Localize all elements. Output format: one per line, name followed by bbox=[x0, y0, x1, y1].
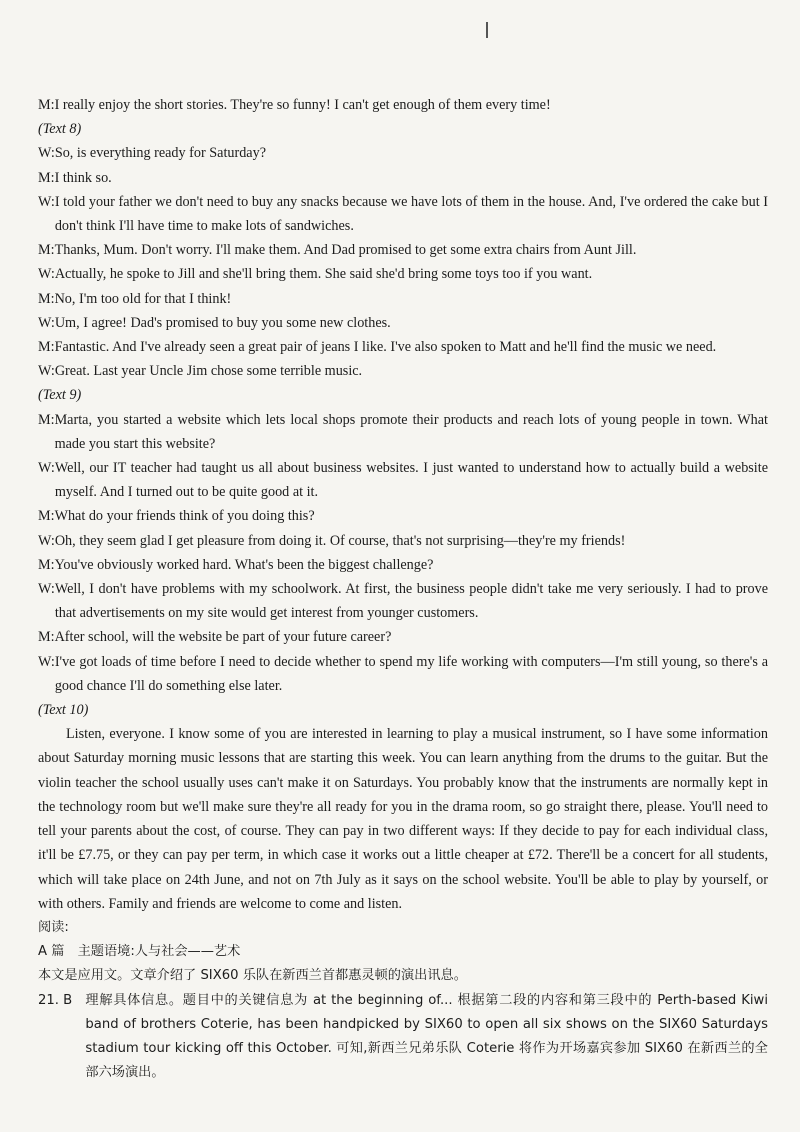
line-text: So, is everything ready for Saturday? bbox=[54, 145, 266, 162]
document-body bbox=[38, 93, 768, 1085]
section-heading: (Text 10) bbox=[38, 702, 89, 719]
speaker-label: W: bbox=[38, 145, 55, 162]
line-text: What do your friends think of you doing this? bbox=[54, 508, 315, 525]
speaker-label: W: bbox=[38, 653, 55, 670]
speaker-label: M: bbox=[38, 411, 55, 428]
speaker-label: W: bbox=[38, 460, 55, 477]
speaker-label: W: bbox=[38, 532, 55, 549]
line-text: I've got loads of time before I need to decide whether to spend my life working with computers—I'm still young, so there's a good chance I'll do something else later. bbox=[54, 653, 768, 694]
dialogue-line bbox=[38, 262, 768, 286]
dialogue-line bbox=[38, 238, 768, 262]
line-text: Oh, they seem glad I get pleasure from doing it. Of course, that's not surprising—they're my friends! bbox=[54, 532, 626, 549]
line-text: I think so. bbox=[54, 169, 112, 186]
line-text: Well, I don't have problems with my schoolwork. At first, the business people didn't take me very seriously. I had to prove that advertisements on my site would get interest from younger customers. bbox=[54, 581, 768, 622]
dialogue-line bbox=[38, 359, 768, 383]
speaker-label: M: bbox=[38, 290, 55, 307]
speaker-label: M: bbox=[38, 508, 55, 525]
line-text: Fantastic. And I've already seen a great pair of jeans I like. I've also spoken to Matt and he'll find the music we need. bbox=[54, 339, 717, 356]
dialogue-line bbox=[38, 190, 768, 238]
line-text: You've obviously worked hard. What's been the biggest challenge? bbox=[54, 556, 434, 573]
dialogue-line bbox=[38, 166, 768, 190]
line-text: 理解具体信息。题目中的关键信息为 at the beginning of... 根据第二段的内容和第三段中的 Perth-based Kiwi band of brothers Coterie, has been handpicked by SIX60 to open all six shows on the SIX60 Saturdays stadium tour kicking off this October. 可知,新西兰兄弟乐队 Coterie 将作为开场嘉宾参加 SIX60 在新西兰的全部六场演出。 bbox=[85, 992, 768, 1081]
dialogue-line bbox=[38, 553, 768, 577]
dialogue-line bbox=[38, 311, 768, 335]
line-text: I told your father we don't need to buy any snacks because we have lots of them in the house. And, I've ordered the cake but I don't think I'll have time to make lots of sandwiches. bbox=[54, 193, 768, 235]
line-text: After school, will the website be part of your future career? bbox=[54, 629, 392, 646]
dialogue-line bbox=[38, 577, 768, 625]
dialogue-line bbox=[38, 650, 768, 698]
dialogue-line bbox=[38, 141, 768, 165]
line-text: Actually, he spoke to Jill and she'll bring them. She said she'd bring some toys too if you want. bbox=[54, 266, 593, 283]
line-text: Thanks, Mum. Don't worry. I'll make them. And Dad promised to get some extra chairs from Aunt Jill. bbox=[54, 242, 637, 259]
speaker-label: M: bbox=[38, 169, 55, 186]
speaker-label: W: bbox=[38, 314, 55, 331]
section-heading: (Text 8) bbox=[38, 121, 82, 138]
dialogue-line bbox=[38, 625, 768, 649]
dialogue-line bbox=[38, 335, 768, 359]
dialogue-line bbox=[38, 504, 768, 528]
speaker-label: W: bbox=[38, 193, 55, 210]
line-text: Um, I agree! Dad's promised to buy you some new clothes. bbox=[54, 314, 391, 331]
speaker-label: M: bbox=[38, 97, 55, 113]
text-line: 本文是应用文。文章介绍了 SIX60 乐队在新西兰首都惠灵顿的演出讯息。 bbox=[38, 968, 467, 984]
speaker-label: M: bbox=[38, 339, 55, 356]
paragraph: Listen, everyone. I know some of you are interested in learning to play a musical instrument, so I have some information about Saturday morning music lessons that are starting this week. You can learn anything from the drums to the guitar. But the violin teacher the school usually uses can't make it on Saturdays. You probably know that the instruments are normally kept in the technology room but we'll make sure they're all ready for you in the drama room, so go straight there, please. You'll need to tell your parents about the cost, of course. They can pay in two different ways: If they decide to pay for each individual class, it'll be £7.75, or they can pay per term, in which case it works out a little cheaper at £72. There'll be a concert for all students, which will take place on 24th June, and not on 7th July as it says on the school website. You'll be able to play by yourself, or with others. Family and friends are welcome to come and listen. bbox=[38, 726, 768, 912]
dialogue-line bbox=[38, 529, 768, 553]
dialogue-line bbox=[38, 456, 768, 504]
speaker-label: W: bbox=[38, 266, 55, 283]
dialogue-line bbox=[38, 287, 768, 311]
speaker-label: 21. B bbox=[38, 992, 86, 1008]
speaker-label: W: bbox=[38, 581, 55, 598]
page-mark bbox=[486, 22, 488, 38]
speaker-label: M: bbox=[38, 629, 55, 646]
line-text: Well, our IT teacher had taught us all about business websites. I just wanted to understand how to actually build a website myself. And I turned out to be quite good at it. bbox=[54, 460, 768, 501]
dialogue-line bbox=[38, 408, 768, 456]
speaker-label: M: bbox=[38, 242, 55, 259]
speaker-label: W: bbox=[38, 363, 55, 380]
line-text: Great. Last year Uncle Jim chose some terrible music. bbox=[54, 363, 363, 380]
text-line: 阅读: bbox=[38, 919, 69, 935]
speaker-label: M: bbox=[38, 556, 55, 573]
text-line: A 篇 主题语境:人与社会——艺术 bbox=[38, 944, 241, 960]
line-text: I really enjoy the short stories. They're so funny! I can't get enough of them every time! bbox=[54, 97, 551, 113]
dialogue-line bbox=[38, 93, 768, 117]
section-heading: (Text 9) bbox=[38, 387, 82, 404]
line-text: Marta, you started a website which lets local shops promote their products and reach lots of young people in town. What made you start this website? bbox=[54, 411, 768, 452]
line-text: No, I'm too old for that I think! bbox=[54, 290, 232, 307]
dialogue-line bbox=[38, 989, 768, 1086]
